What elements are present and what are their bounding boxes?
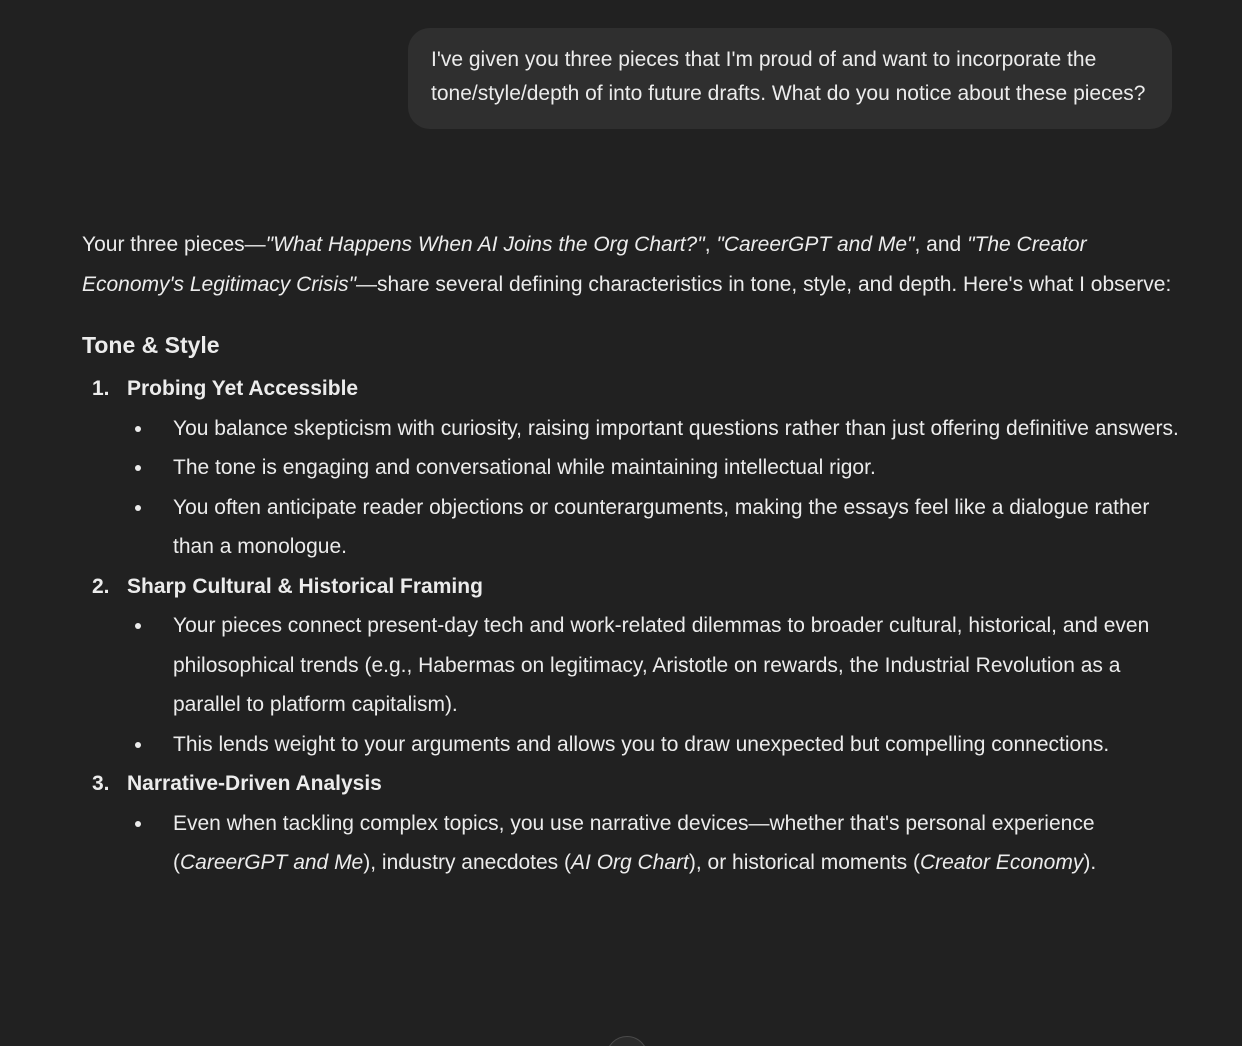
bullet-list <box>82 409 1182 567</box>
bullet-text: You often anticipate reader objections or counterarguments, making the essays feel like a dialogue rather than a monologue. <box>173 495 1150 558</box>
bullet-text: You balance skepticism with curiosity, raising important questions rather than just offering definitive answers. <box>173 416 1179 440</box>
bullet-text: This lends weight to your arguments and allows you to draw unexpected but compelling connections. <box>173 732 1110 756</box>
intro-sep-2: , and <box>914 233 968 256</box>
bullet-text: Even when tackling complex topics, you use narrative devices—whether that's personal experience ( <box>173 811 1095 874</box>
arrow-down-icon <box>607 1037 647 1046</box>
point-number: 3. <box>92 772 110 795</box>
bullet-item <box>82 725 1182 765</box>
scroll-to-bottom-button[interactable] <box>606 1036 648 1046</box>
bullet-text: ), industry anecdotes ( <box>363 851 572 874</box>
intro-sep-1: , <box>704 233 717 256</box>
bullet-italic: AI Org Chart <box>571 851 689 874</box>
intro-tail: —share several defining characteristics in tone, style, and depth. Here's what I observe: <box>356 273 1172 296</box>
point-title: Probing Yet Accessible <box>127 377 359 400</box>
bullet-dot <box>135 821 141 827</box>
intro-title-2: "CareerGPT and Me" <box>716 233 915 256</box>
bullet-text: ). <box>1083 851 1097 874</box>
bullet-text: ), or historical moments ( <box>688 851 920 874</box>
bullet-italic: CareerGPT and Me <box>180 851 364 874</box>
assistant-response <box>82 225 1182 883</box>
bullet-dot <box>135 623 141 629</box>
bullet-italic: Creator Economy <box>919 851 1084 874</box>
point-number: 2. <box>92 574 110 598</box>
bullet-text: The tone is engaging and conversational while maintaining intellectual rigor. <box>173 456 876 479</box>
point-title: Narrative-Driven Analysis <box>127 772 382 795</box>
bullet-item <box>82 409 1182 449</box>
bullet-item <box>82 488 1182 567</box>
bullet-item <box>82 804 1182 883</box>
user-message-text: I've given you three pieces that I'm proud of and want to incorporate the tone/style/depth of into future drafts. What do you notice about these pieces? <box>431 48 1146 105</box>
points-list <box>82 369 1182 883</box>
intro-lead: Your three pieces— <box>82 233 266 256</box>
point-item <box>82 369 1182 567</box>
user-message-bubble <box>408 28 1172 129</box>
bullet-list <box>82 606 1182 764</box>
point-title: Sharp Cultural & Historical Framing <box>127 574 483 598</box>
bullet-item <box>82 448 1182 488</box>
point-item <box>82 567 1182 765</box>
intro-title-3: "The Creator Economy's Legitimacy Crisis" <box>82 233 1087 296</box>
intro-paragraph <box>82 225 1182 305</box>
bullet-dot <box>135 505 141 511</box>
bullet-dot <box>135 465 141 471</box>
bullet-dot <box>135 742 141 748</box>
intro-title-1: "What Happens When AI Joins the Org Chart?" <box>265 233 705 256</box>
point-item <box>82 764 1182 883</box>
section-heading: Tone & Style <box>82 332 220 358</box>
point-number: 1. <box>92 377 110 400</box>
bullet-text: Your pieces connect present-day tech and work-related dilemmas to broader cultural, historical, and even philosophical trends (e.g., Habermas on legitimacy, Aristotle on rewards, the Industrial Revolution as a parallel to platform capitalism). <box>173 614 1150 716</box>
bullet-list <box>82 804 1182 883</box>
bullet-item <box>82 606 1182 725</box>
bullet-dot <box>135 426 141 432</box>
